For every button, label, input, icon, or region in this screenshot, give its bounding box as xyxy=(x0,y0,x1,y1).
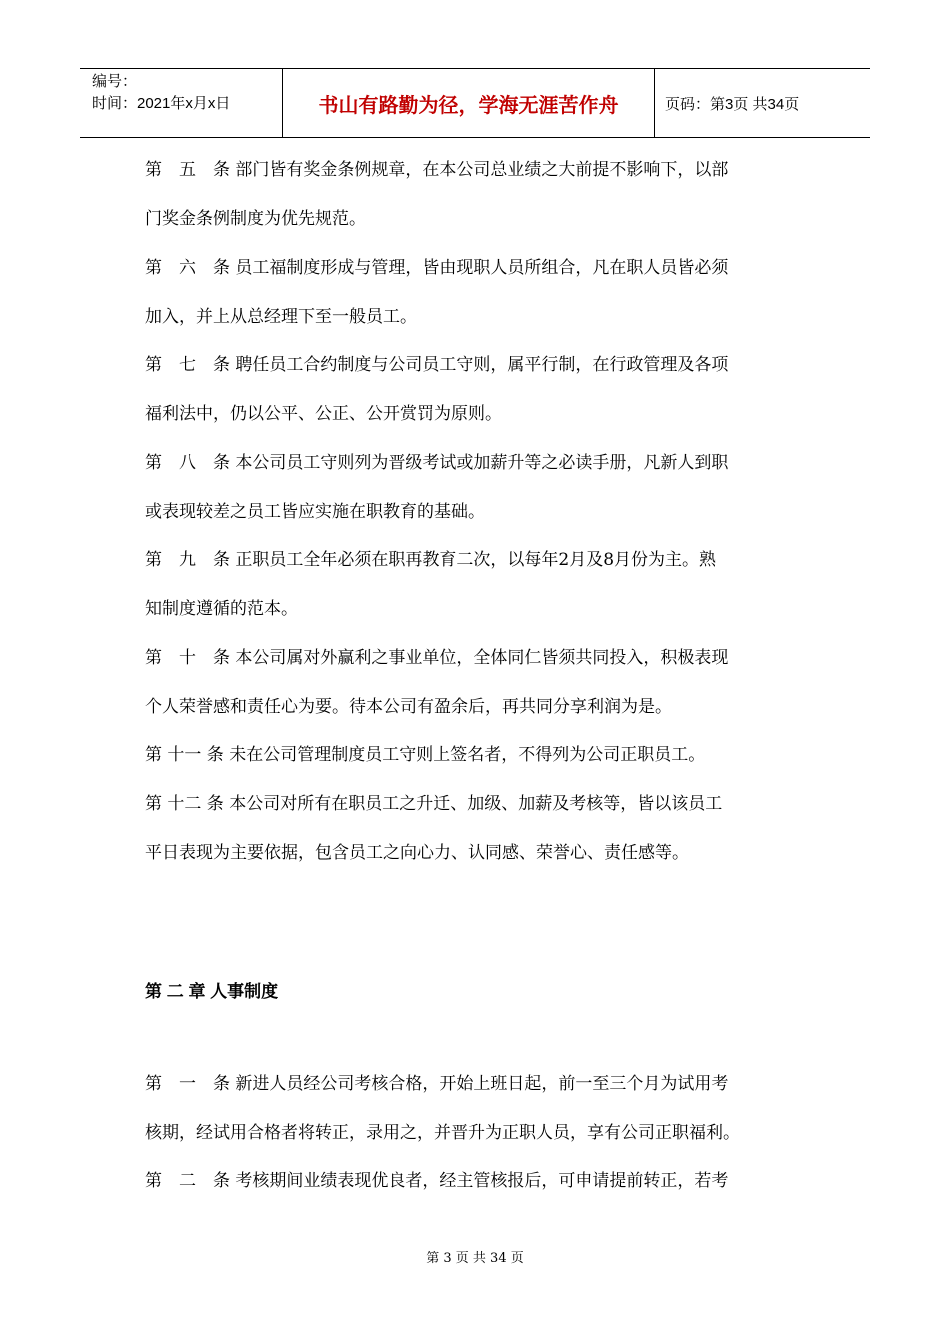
body-text-line: 门奖金条例制度为优先规范。 xyxy=(145,209,366,229)
body-text-line: 或表现较差之员工皆应实施在职教育的基础。 xyxy=(145,502,485,522)
motto-text: 书山有路勤为径，学海无涯苦作舟 xyxy=(318,94,619,117)
body-text-line: 知制度遵循的范本。 xyxy=(145,599,298,619)
document-time-label: 时间：2021年x月x日 xyxy=(92,95,231,112)
body-text-line: 第 六 条 员工福制度形成与管理，皆由现职人员所组合，凡在职人员皆必须 xyxy=(145,258,729,278)
body-text-line: 第 七 条 聘任员工合约制度与公司员工守则，属平行制，在行政管理及各项 xyxy=(145,355,729,375)
header-page-info xyxy=(655,69,870,137)
body-text-line: 第 十一 条 未在公司管理制度员工守则上签名者，不得列为公司正职员工。 xyxy=(145,745,706,765)
body-text-line: 第 九 条 正职员工全年必须在职再教育二次，以每年2月及8月份为主。熟 xyxy=(145,550,717,570)
body-text-line: 第 五 条 部门皆有奖金条例规章，在本公司总业绩之大前提不影响下，以部 xyxy=(145,160,729,180)
body-text-line: 第 二 条 考核期间业绩表现优良者，经主管核报后，可申请提前转正，若考 xyxy=(145,1171,729,1191)
body-text-line: 第 一 条 新进人员经公司考核合格，开始上班日起，前一至三个月为试用考 xyxy=(145,1074,729,1094)
body-text-line: 加入，并上从总经理下至一般员工。 xyxy=(145,307,417,327)
page-number-label: 页码：第3页 共34页 xyxy=(665,95,800,113)
body-text-line: 第 十 条 本公司属对外赢利之事业单位，全体同仁皆须共同投入，积极表现 xyxy=(145,648,729,668)
header-info xyxy=(80,69,282,137)
body-text-line: 平日表现为主要依据，包含员工之向心力、认同感、荣誉心、责任感等。 xyxy=(145,843,689,863)
body-text-line: 核期，经试用合格者将转正，录用之，并晋升为正职人员，享有公司正职福利。 xyxy=(145,1123,740,1143)
chapter-heading: 第 二 章 人事制度 xyxy=(145,982,279,1001)
body-text-line: 第 八 条 本公司员工守则列为晋级考试或加薪升等之必读手册，凡新人到职 xyxy=(145,453,729,473)
page-footer xyxy=(0,1247,950,1266)
body-text-line: 个人荣誉感和责任心为要。待本公司有盈余后，再共同分享利润为是。 xyxy=(145,697,672,717)
page-header xyxy=(80,68,870,138)
body-text-line: 第 十二 条 本公司对所有在职员工之升迁、加级、加薪及考核等，皆以该员工 xyxy=(145,794,723,814)
footer-page-number: 第 3 页 共 34 页 xyxy=(426,1251,524,1266)
body-text-line: 福利法中，仍以公平、公正、公开赏罚为原则。 xyxy=(145,404,502,424)
header-motto xyxy=(282,69,655,137)
document-number-label: 编号： xyxy=(92,73,138,90)
